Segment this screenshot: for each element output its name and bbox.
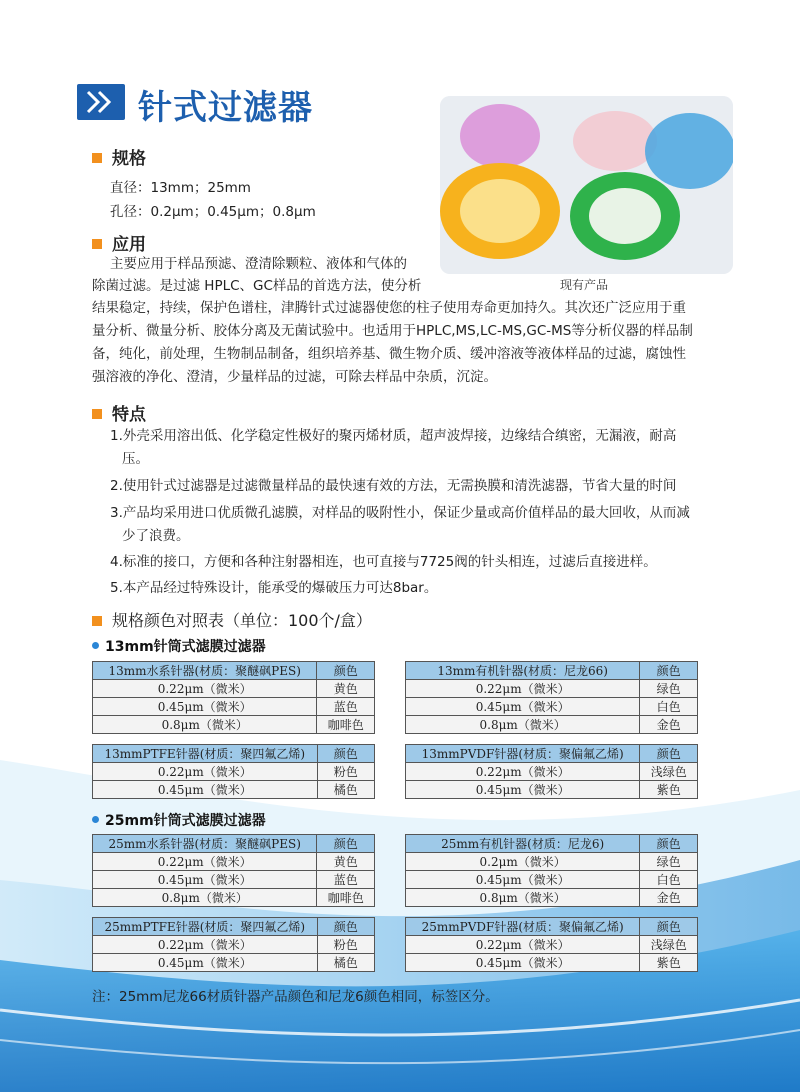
table-25mm-pvdf — [405, 917, 698, 972]
app-line-5: 备，纯化，前处理，生物制品制备，组织培养基、微生物介质、缓冲溶液等液体样品的过滤，腐蚀性 — [92, 346, 686, 362]
table-25mm-nylon — [405, 834, 698, 907]
table-cell: 黄色 — [317, 853, 375, 871]
table-cell: 0.8μm（微米） — [406, 889, 640, 907]
app-line-2: 除菌过滤。是过滤 HPLC、GC样品的首选方法，使分析 — [92, 278, 422, 294]
table-cell: 绿色 — [640, 680, 698, 698]
table-header-row — [406, 745, 698, 763]
footnote: 注：25mm尼龙66材质针器产品颜色和尼龙6颜色相同，标签区分。 — [92, 989, 499, 1005]
app-line-3: 结果稳定，持续，保护色谱柱，津腾针式过滤器使您的柱子使用寿命更加持久。其次还广泛应用于重 — [92, 300, 686, 316]
table-cell: 浅绿色 — [640, 763, 698, 781]
feature-3-cont: 少了浪费。 — [122, 528, 190, 544]
table-cell: 蓝色 — [317, 698, 375, 716]
table-13mm-nylon — [405, 661, 698, 734]
table-cell: 浅绿色 — [640, 936, 698, 954]
table-cell: 咖啡色 — [317, 889, 375, 907]
table-row — [93, 871, 375, 889]
app-line-6: 强溶液的净化、澄清，少量样品的过滤，可除去样品中杂质，沉淀。 — [92, 369, 497, 385]
table-cell: 颜色 — [317, 835, 375, 853]
table-cell: 25mmPVDF针器(材质：聚偏氟乙烯) — [406, 918, 640, 936]
features-heading: 特点 — [92, 400, 146, 425]
table-cell: 0.22μm（微米） — [93, 680, 317, 698]
page-title: 针式过滤器 — [138, 88, 313, 128]
spec-pore-size: 孔径：0.2μm；0.45μm；0.8μm — [110, 204, 316, 220]
table-cell: 0.22μm（微米） — [406, 763, 640, 781]
feature-3: 3.产品均采用进口优质微孔滤膜，对样品的吸附性小，保证少量或高价值样品的最大回收，从而减 — [110, 505, 690, 521]
table-cell: 颜色 — [317, 745, 374, 763]
product-photo — [440, 96, 733, 274]
table-cell: 黄色 — [317, 680, 375, 698]
table-row — [406, 763, 698, 781]
table-row — [93, 954, 375, 972]
table-row — [93, 889, 375, 907]
table-row — [406, 954, 698, 972]
table-row — [406, 871, 698, 889]
table-cell: 13mmPTFE针器(材质：聚四氟乙烯) — [93, 745, 318, 763]
table-cell: 绿色 — [640, 853, 698, 871]
table-header-row — [93, 662, 375, 680]
table-cell: 颜色 — [640, 918, 698, 936]
table-cell: 0.8μm（微米） — [406, 716, 640, 734]
table-row — [406, 698, 698, 716]
table-cell: 颜色 — [317, 662, 375, 680]
table-cell: 13mm有机针器(材质：尼龙66) — [406, 662, 640, 680]
app-line-1: 主要应用于样品预滤、澄清除颗粒、液体和气体的 — [110, 256, 407, 272]
bullet-dot-icon — [92, 642, 99, 649]
table-cell: 0.22μm（微米） — [93, 763, 318, 781]
table-cell: 25mmPTFE针器(材质：聚四氟乙烯) — [93, 918, 318, 936]
table-row — [93, 698, 375, 716]
table-cell: 颜色 — [640, 745, 698, 763]
table-cell: 颜色 — [640, 835, 698, 853]
table-cell: 颜色 — [317, 918, 374, 936]
table-cell: 咖啡色 — [317, 716, 375, 734]
title-icon-box — [77, 84, 125, 120]
table-25mm-pes — [92, 834, 375, 907]
table-header-row — [406, 662, 698, 680]
table-header-row — [406, 918, 698, 936]
table-cell: 0.2μm（微米） — [406, 853, 640, 871]
photo-caption: 现有产品 — [560, 278, 609, 292]
table-cell: 13mm水系针器(材质：聚醚砜PES) — [93, 662, 317, 680]
table-13mm-pes — [92, 661, 375, 734]
table-cell: 金色 — [640, 889, 698, 907]
sub-heading-13mm: 13mm针筒式滤膜过滤器 — [92, 636, 266, 656]
table-header-row — [93, 835, 375, 853]
table-cell: 0.22μm（微米） — [406, 936, 640, 954]
table-cell: 橘色 — [317, 954, 374, 972]
table-row — [406, 781, 698, 799]
app-line-4: 量分析、微量分析、胶体分离及无菌试验中。也适用于HPLC,MS,LC-MS,GC-MS等分析仪器的样品制 — [92, 323, 693, 339]
table-cell: 0.8μm（微米） — [93, 889, 317, 907]
table-cell: 0.22μm（微米） — [93, 936, 318, 954]
table-row — [406, 889, 698, 907]
feature-1-cont: 压。 — [122, 451, 149, 467]
application-heading: 应用 — [92, 230, 146, 255]
table-row — [406, 936, 698, 954]
table-cell: 橘色 — [317, 781, 374, 799]
table-row — [93, 781, 375, 799]
bullet-square-icon — [92, 616, 102, 626]
table-cell: 0.8μm（微米） — [93, 716, 317, 734]
sub-heading-25mm: 25mm针筒式滤膜过滤器 — [92, 810, 266, 830]
table-heading: 规格颜色对照表（单位：100个/盒） — [92, 608, 372, 631]
table-cell: 蓝色 — [317, 871, 375, 889]
table-header-row — [93, 918, 375, 936]
bullet-square-icon — [92, 239, 102, 249]
table-row — [93, 763, 375, 781]
table-row — [93, 716, 375, 734]
table-cell: 0.22μm（微米） — [406, 680, 640, 698]
feature-2: 2.使用针式过滤器是过滤微量样品的最快速有效的方法，无需换膜和清洗滤器，节省大量的时间 — [110, 478, 677, 494]
table-row — [93, 936, 375, 954]
table-cell: 金色 — [640, 716, 698, 734]
table-cell: 紫色 — [640, 954, 698, 972]
table-cell: 13mmPVDF针器(材质：聚偏氟乙烯) — [406, 745, 640, 763]
feature-4: 4.标准的接口，方便和各种注射器相连，也可直接与7725阀的针头相连，过滤后直接进样。 — [110, 554, 657, 570]
feature-1: 1.外壳采用溶出低、化学稳定性极好的聚丙烯材质，超声波焊接，边缘结合缜密，无漏液，耐高 — [110, 428, 677, 444]
table-row — [93, 853, 375, 871]
table-row — [93, 680, 375, 698]
table-cell: 0.45μm（微米） — [406, 954, 640, 972]
table-cell: 0.45μm（微米） — [406, 871, 640, 889]
table-row — [406, 853, 698, 871]
table-header-row — [93, 745, 375, 763]
table-cell: 0.22μm（微米） — [93, 853, 317, 871]
table-13mm-pvdf — [405, 744, 698, 799]
table-cell: 白色 — [640, 698, 698, 716]
bullet-dot-icon — [92, 816, 99, 823]
bullet-square-icon — [92, 153, 102, 163]
table-cell: 0.45μm（微米） — [93, 954, 318, 972]
spec-diameter: 直径：13mm；25mm — [110, 180, 251, 196]
table-row — [406, 716, 698, 734]
table-25mm-ptfe — [92, 917, 375, 972]
table-cell: 25mm有机针器(材质：尼龙6) — [406, 835, 640, 853]
table-cell: 0.45μm（微米） — [93, 698, 317, 716]
table-cell: 0.45μm（微米） — [406, 698, 640, 716]
table-cell: 0.45μm（微米） — [93, 781, 318, 799]
table-row — [406, 680, 698, 698]
table-cell: 粉色 — [317, 763, 374, 781]
spec-heading: 规格 — [92, 144, 146, 169]
table-cell: 颜色 — [640, 662, 698, 680]
bullet-square-icon — [92, 409, 102, 419]
feature-5: 5.本产品经过特殊设计，能承受的爆破压力可达8bar。 — [110, 580, 438, 596]
table-cell: 25mm水系针器(材质：聚醚砜PES) — [93, 835, 317, 853]
double-chevron-icon — [85, 90, 117, 114]
table-cell: 0.45μm（微米） — [93, 871, 317, 889]
table-cell: 紫色 — [640, 781, 698, 799]
table-cell: 0.45μm（微米） — [406, 781, 640, 799]
table-13mm-ptfe — [92, 744, 375, 799]
table-header-row — [406, 835, 698, 853]
table-cell: 白色 — [640, 871, 698, 889]
table-cell: 粉色 — [317, 936, 374, 954]
